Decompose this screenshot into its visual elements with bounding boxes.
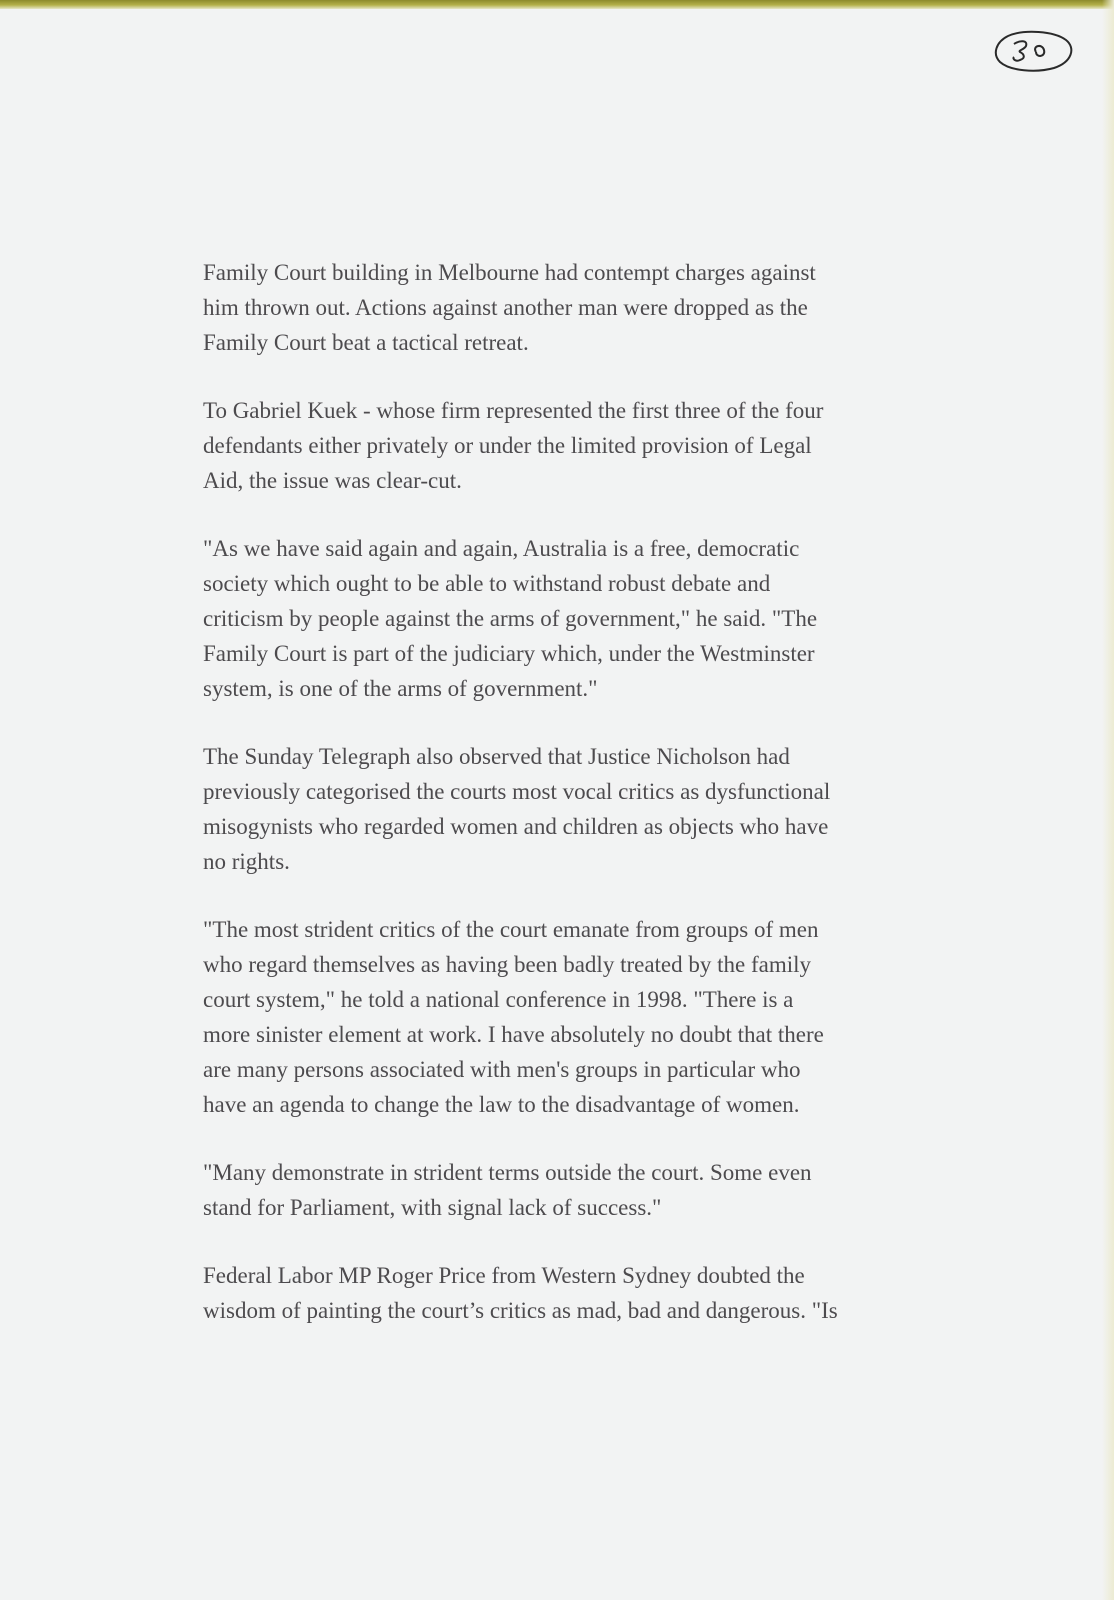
text-line: misogynists who regarded women and children as objects who have (203, 814, 829, 839)
text-line: "Many demonstrate in strident terms outside the court. Some even (203, 1160, 812, 1185)
text-line: more sinister element at work. I have absolutely no doubt that there (203, 1022, 824, 1047)
article-paragraph (203, 912, 903, 1122)
text-line: system, is one of the arms of government." (203, 676, 598, 701)
text-line: wisdom of painting the court’s critics as mad, bad and dangerous. "Is (203, 1298, 838, 1323)
text-line: Family Court building in Melbourne had contempt charges against (203, 260, 816, 285)
text-line: "As we have said again and again, Australia is a free, democratic (203, 536, 800, 561)
text-line: To Gabriel Kuek - whose firm represented the first three of the four (203, 398, 824, 423)
text-line: him thrown out. Actions against another man were dropped as the (203, 295, 808, 320)
article-paragraph (203, 739, 903, 879)
text-line: "The most strident critics of the court emanate from groups of men (203, 917, 819, 942)
article-paragraph (203, 393, 903, 498)
circled-page-number-icon (992, 26, 1076, 74)
text-line: court system," he told a national conference in 1998. "There is a (203, 987, 794, 1012)
scan-edge-top (0, 0, 1114, 9)
text-line: Federal Labor MP Roger Price from Western Sydney doubted the (203, 1263, 805, 1288)
article-paragraph (203, 255, 903, 360)
scan-edge-right (1102, 0, 1114, 1600)
text-line: previously categorised the courts most vocal critics as dysfunctional (203, 779, 831, 804)
text-line: Family Court beat a tactical retreat. (203, 330, 529, 355)
text-line: The Sunday Telegraph also observed that Justice Nicholson had (203, 744, 790, 769)
text-line: Family Court is part of the judiciary which, under the Westminster (203, 641, 815, 666)
article-paragraph (203, 1155, 903, 1225)
text-line: society which ought to be able to withstand robust debate and (203, 571, 771, 596)
text-line: are many persons associated with men's groups in particular who (203, 1057, 801, 1082)
article-body (203, 255, 903, 1361)
text-line: Aid, the issue was clear-cut. (203, 468, 462, 493)
text-line: no rights. (203, 849, 290, 874)
text-line: criticism by people against the arms of government," he said. "The (203, 606, 818, 631)
text-line: stand for Parliament, with signal lack of success." (203, 1195, 662, 1220)
text-line: have an agenda to change the law to the disadvantage of women. (203, 1092, 800, 1117)
article-paragraph (203, 1258, 903, 1328)
article-paragraph (203, 531, 903, 706)
text-line: who regard themselves as having been badly treated by the family (203, 952, 812, 977)
handwritten-page-number (992, 26, 1076, 74)
text-line: defendants either privately or under the limited provision of Legal (203, 433, 812, 458)
